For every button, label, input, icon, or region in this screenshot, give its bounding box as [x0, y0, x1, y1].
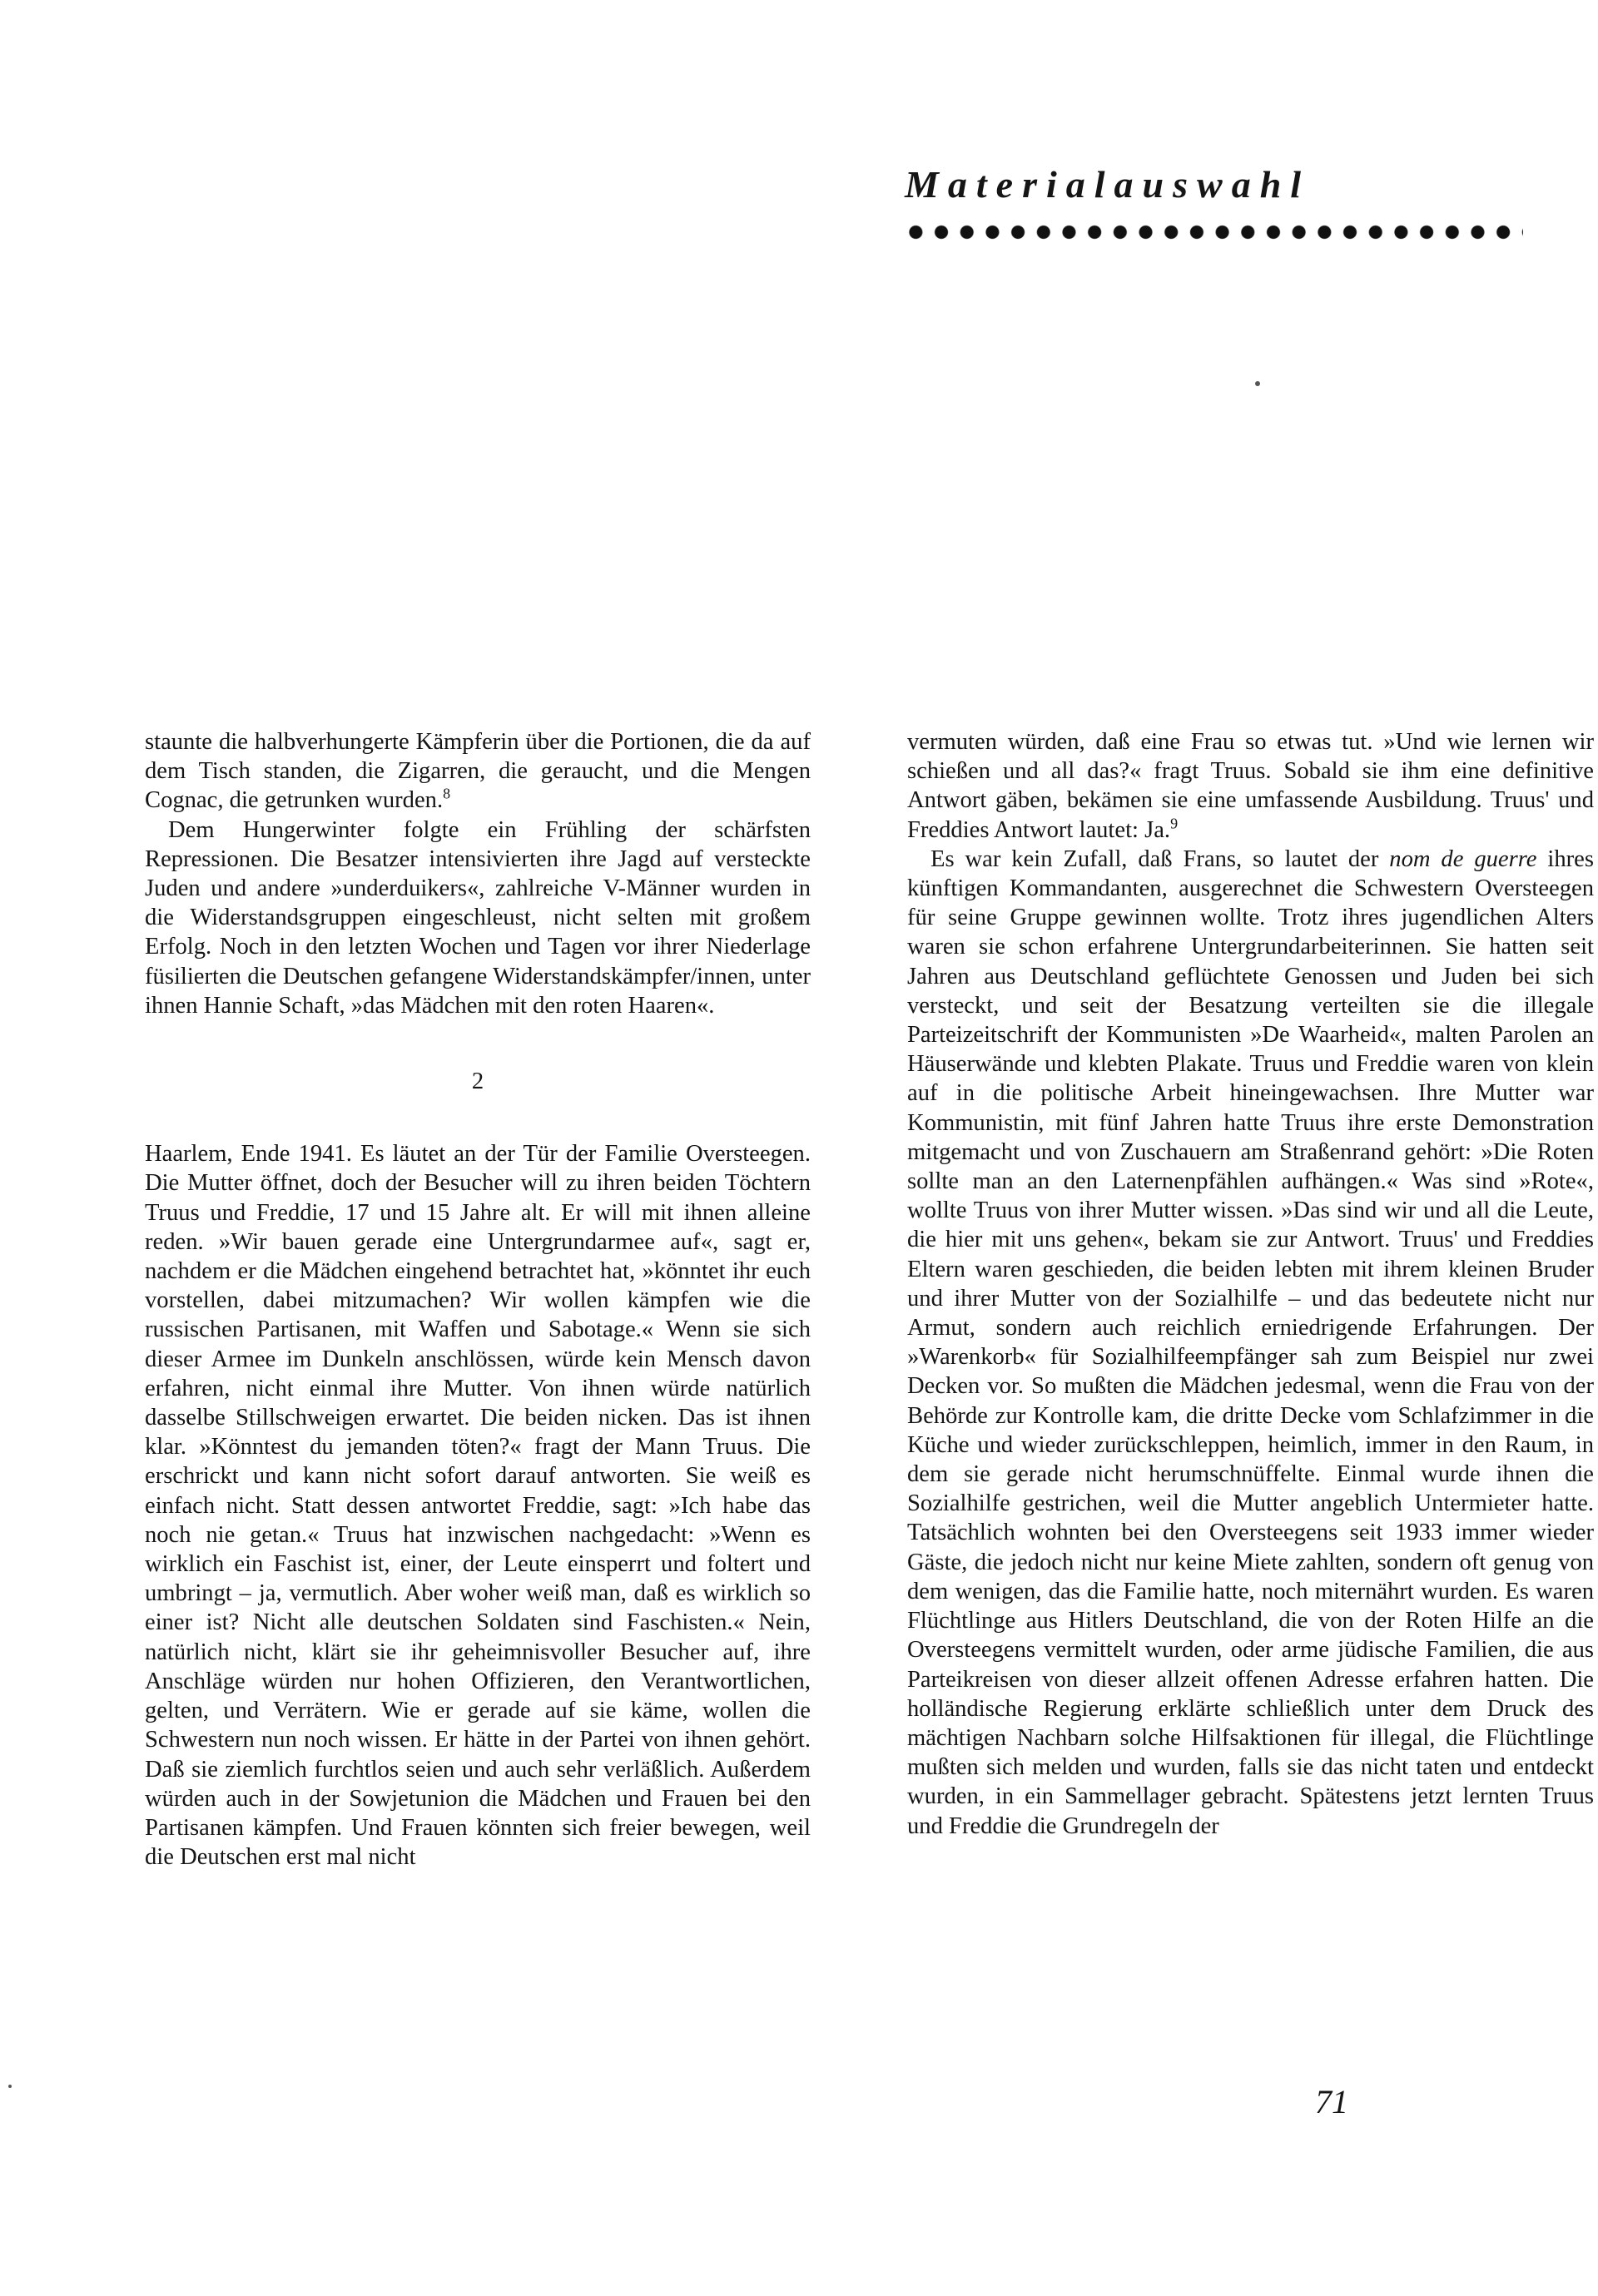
footnote-marker: 9 — [1170, 815, 1179, 832]
paragraph: Es war kein Zufall, daß Frans, so lautet der nom de guerre ihres künftigen Kommandanten, ausgerechnet die Schwestern Oversteegen für seine Gruppe gewinnen wollte. Trotz ihres jugendlichen Alters waren sie schon erfahrene Untergrundarbeiterinnen. Sie hatten seit Jahren aus Deutschland geflüchtete Genossen und Juden bei sich versteckt, und seit der Besatzung verteilten sie die illegale Parteizeitschrift der Kommunisten »De Waarheid«, malten Parolen an Häuserwände und klebten Plakate. Truus und Freddie waren von klein auf in die politische Arbeit hineingewachsen. Ihre Mutter war Kommunistin, mit fünf Jahren hatte Truus ihre erste Demonstration mitgemacht und von Zuschauern am Straßenrand gehört: »Die Roten sollte man an den Laternenpfählen aufhängen.« Was sind »Rote«, wollte Truus von ihrer Mutter wissen. »Das sind wir und all die Leute, die hier mit uns gehen«, bekam sie zur Antwort. Truus' und Freddies Eltern waren geschieden, die beiden lebten mit ihrem kleinen Bruder und ihrer Mutter von der Sozialhilfe – und das bedeutete nicht nur Armut, sondern auch reichlich erniedrigende Erfahrungen. Der »Warenkorb« für Sozialhilfeempfänger sah zum Beispiel nur zwei Decken vor. So mußten die Mädchen jedesmal, wenn die Frau von der Behörde zur Kontrolle kam, die dritte Decke vom Schlafzimmer in die Küche und wieder zurückschleppen, heimlich, immer in den Raum, in dem sie gerade nicht herumschnüffelte. Einmal wurde ihnen die Sozialhilfe gestrichen, weil die Mutter angeblich Untermieter hatte. Tatsächlich wohnten bei den Oversteegens seit 1933 immer wieder Gäste, die jedoch nicht nur keine Miete zahlten, sondern oft genug von dem wenigen, das die Familie hatte, noch miternährt wurden. Es waren Flüchtlinge aus Hitlers Deutschland, die von der Roten Hilfe an die Oversteegens vermittelt wurden, oder arme jüdische Familien, die aus Parteikreisen von dieser allzeit offenen Adresse erfahren hatten. Die holländische Regierung erklärte schließlich unter dem Druck des mächtigen Nachbarn solche Hilfsaktionen für illegal, die Flüchtlinge mußten sich melden und wurden, falls sie das nicht taten und entdeckt wurden, in ein Sammellager gebracht. Spätestens jetzt lernten Truus und Freddie die Grundregeln der — [907, 846, 1594, 1839]
dotted-rule-divider — [903, 223, 1523, 241]
paragraph: Dem Hungerwinter folgte ein Frühling der schärfsten Repressionen. Die Besatzer intensivierten ihre Jagd auf versteckte Juden und andere »underduikers«, zahlreiche V-Männer wurden in die Widerstandsgruppen eingeschleust, nicht selten mit großem Erfolg. Noch in den letzten Wochen und Tagen vor ihrer Niederlage füsilierten die Deutschen gefangene Widerstandskämpfer/innen, unter ihnen Hannie Schaft, »das Mädchen mit den roten Haaren«. — [145, 816, 811, 1019]
right-text-column — [907, 727, 1594, 1841]
print-speck — [8, 2085, 12, 2088]
paragraph: staunte die halbverhungerte Kämpferin über die Portionen, die da auf dem Tisch standen, die Zigarren, die geraucht, und die Mengen Cognac, die getrunken wurden.$^8$ — [145, 729, 811, 814]
print-speck — [1255, 381, 1260, 386]
italic-term: nom de guerre — [1389, 846, 1537, 872]
paragraph: vermuten würden, daß eine Frau so etwas tut. »Und wie lernen wir schießen und all das?« fragt Truus. Sobald sie ihm eine definitive Antwort gäben, bekämen sie eine umfassende Ausbildung. Truus' und Freddies Antwort lautet: Ja.$^9$ — [907, 729, 1594, 843]
page-header — [903, 162, 1536, 241]
footnote-marker: 8 — [443, 785, 451, 802]
left-text-column — [145, 727, 811, 1872]
paragraph: Haarlem, Ende 1941. Es läutet an der Tür der Familie Oversteegen. Die Mutter öffnet, doch der Besucher will zu ihren beiden Töchtern Truus und Freddie, 17 und 15 Jahre alt. Er will mit ihnen alleine reden. »Wir bauen gerade eine Untergrundarmee auf«, sagt er, nachdem er die Mädchen eingehend betrachtet hat, »könntet ihr euch vorstellen, dabei mitzumachen? Wir wollen kämpfen wie die russischen Partisanen, mit Waffen und Sabotage.« Wenn sie sich dieser Armee im Dunkeln anschlössen, würde kein Mensch davon erfahren, nicht einmal ihre Mutter. Von ihnen würde natürlich dasselbe Stillschweigen erwartet. Die beiden nicken. Das ist ihnen klar. »Könntest du jemanden töten?« fragt der Mann Truus. Die erschrickt und kann nicht sofort darauf antworten. Sie weiß es einfach nicht. Statt dessen antwortet Freddie, sagt: »Ich habe das noch nie getan.« Truus hat inzwischen nachgedacht: »Wenn es wirklich ein Faschist ist, einer, der Leute einsperrt und foltert und umbringt – ja, vermutlich. Aber woher weiß man, daß es wirklich so einer ist? Nicht alle deutschen Soldaten sind Faschisten.« Nein, natürlich nicht, klärt sie ihr geheimnisvoller Besucher auf, ihre Anschläge würden nur hohen Offizieren, den Verantwortlichen, gelten, und Verrätern. Wie er gerade auf sie käme, wollen die Schwestern nun noch wissen. Er hätte in der Partei von ihnen gehört. Daß sie ziemlich furchtlos seien und auch sehr verläßlich. Außerdem würden auch in der Sowjetunion die Mädchen und Frauen bei den Partisanen kämpfen. Und Frauen könnten sich freier bewegen, weil die Deutschen erst mal nicht — [145, 1141, 811, 1871]
page-number: 71 — [1315, 2083, 1348, 2120]
section-title: Materialauswahl — [905, 163, 1311, 206]
section-number: 2 — [471, 1069, 484, 1095]
